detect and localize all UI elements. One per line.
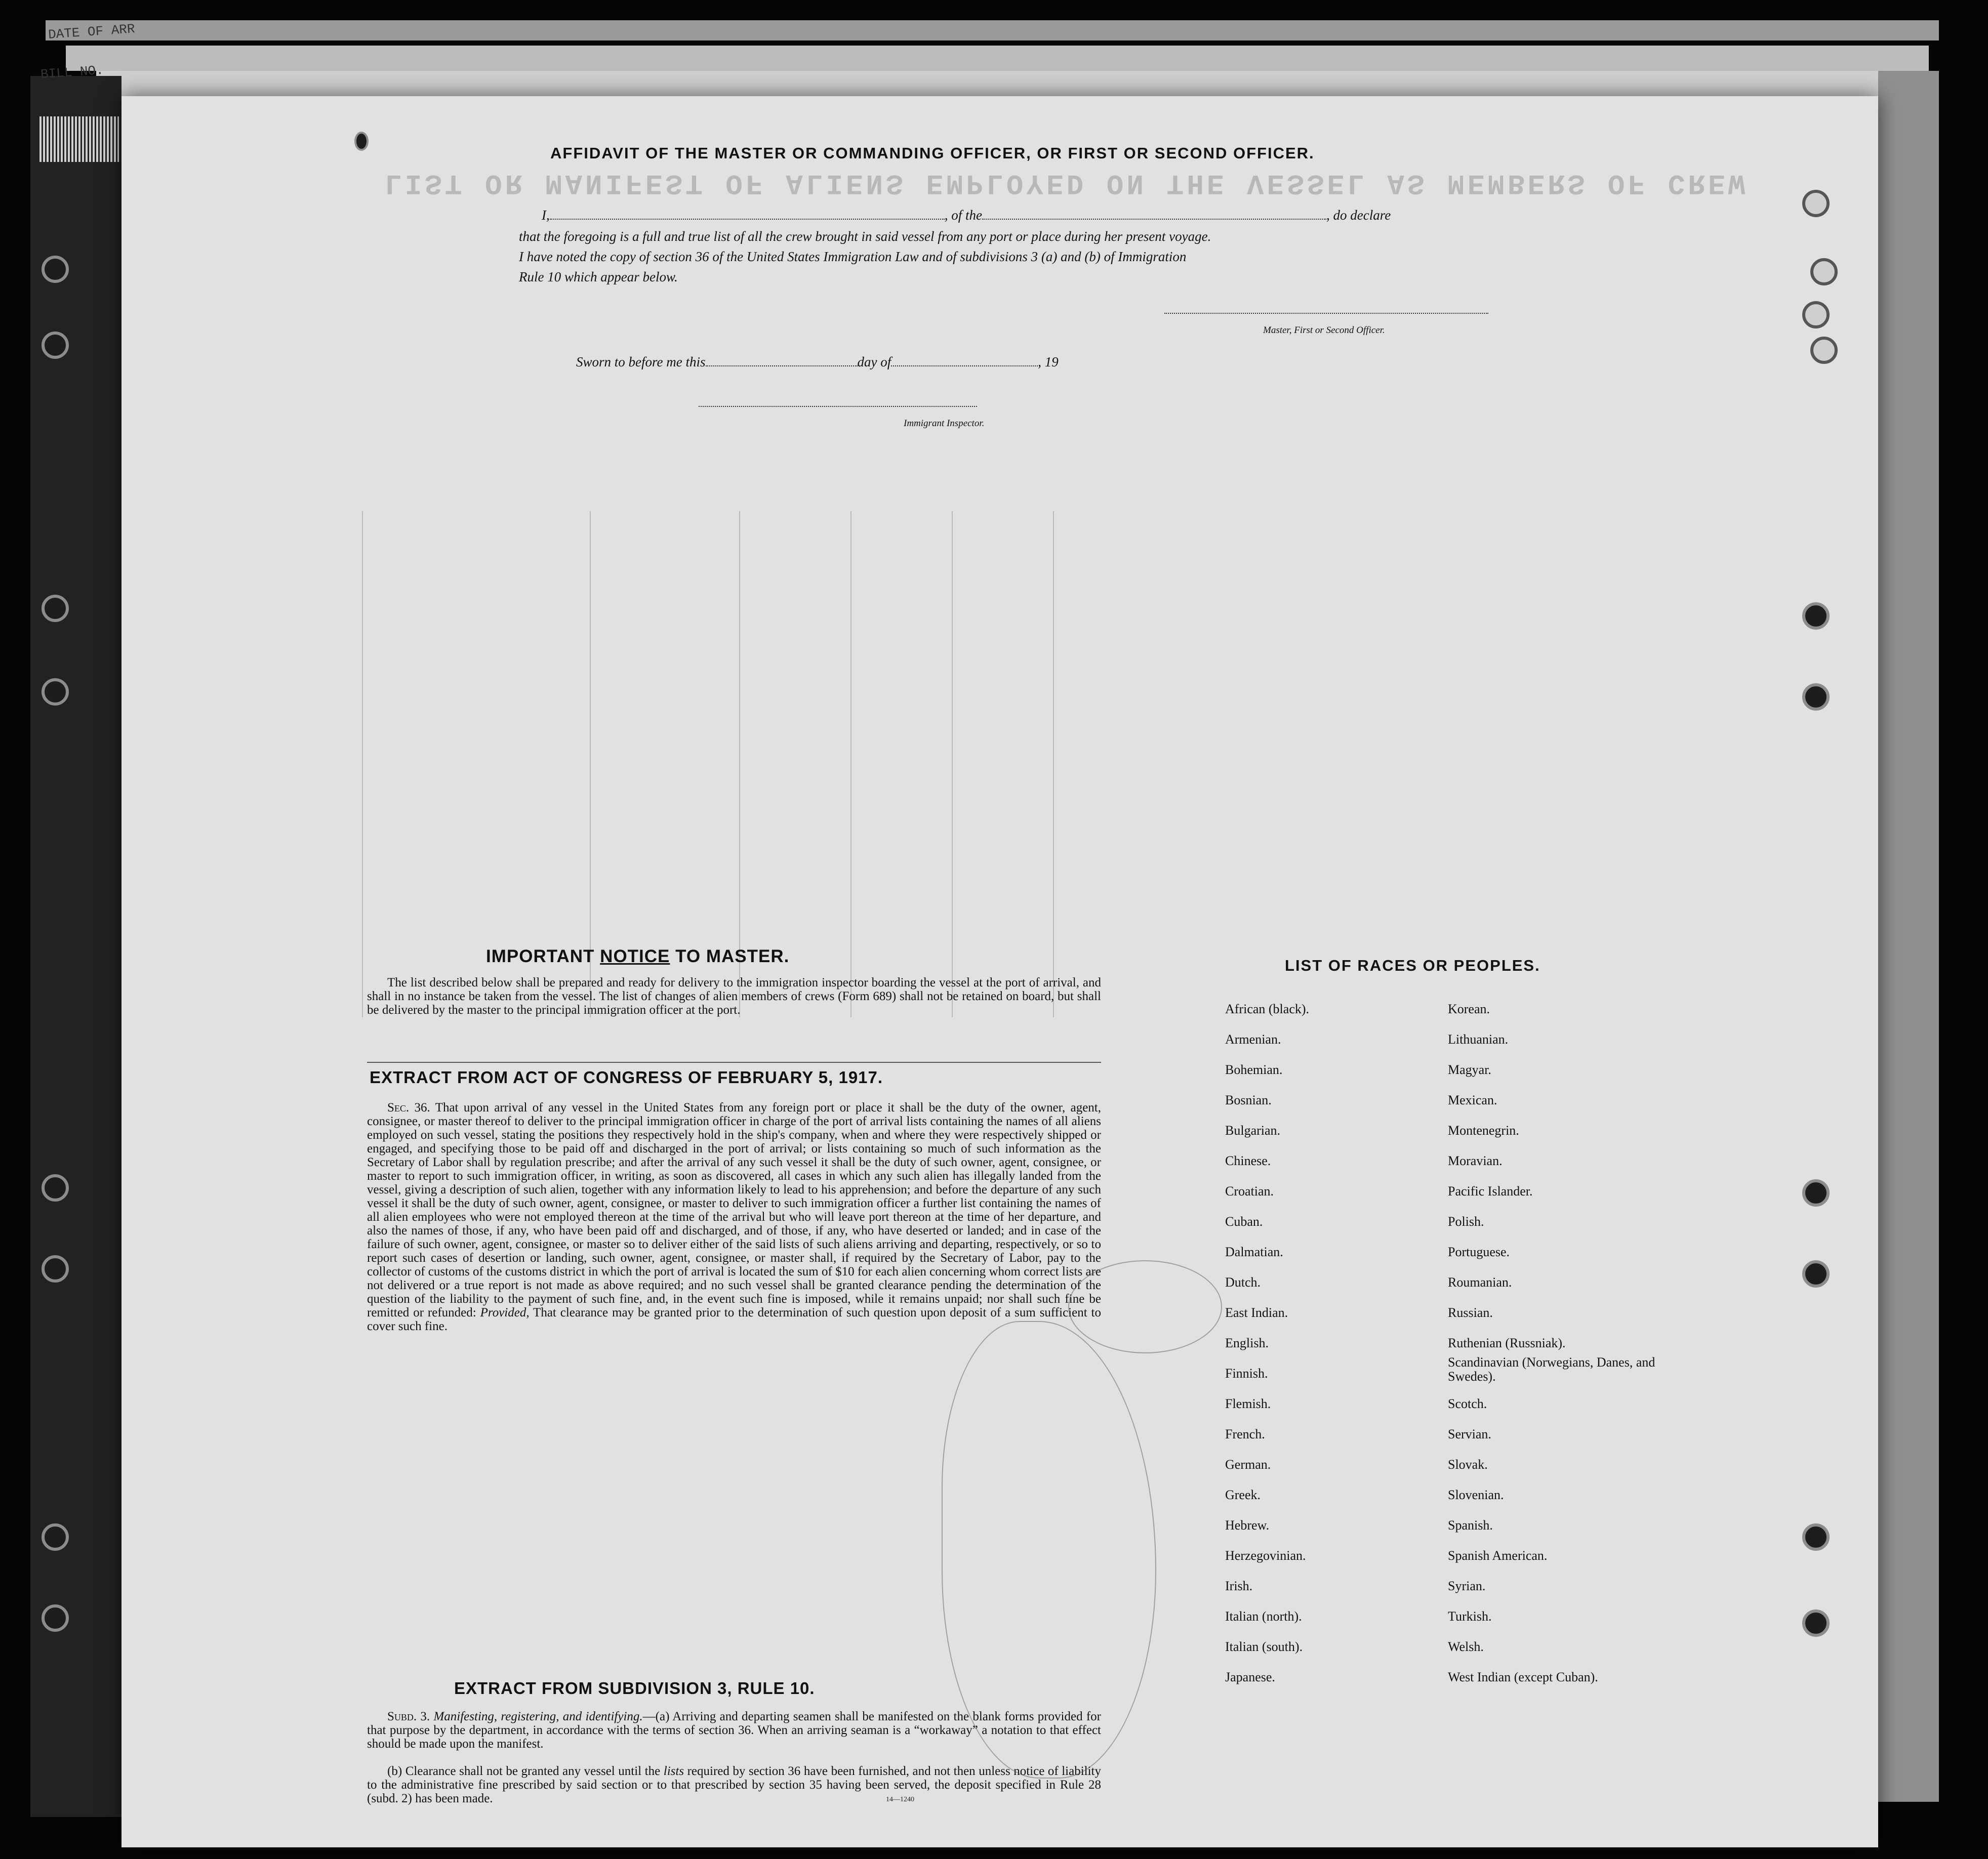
day-of-text: day of	[857, 354, 891, 369]
race-item: Korean.	[1448, 1002, 1490, 1016]
form-number: 14—1240	[886, 1796, 914, 1803]
pencil-scribble	[1068, 1260, 1222, 1353]
act-extract-body: Sec. 36. That upon arrival of any vessel in the United States from any foreign port or place it shall be the duty of the owner, agent, consignee, or master thereof to deliver to the principal immigration officer in charge of the port of arrival lists containing the names of all aliens employed on such vessel, stating the positions they respectively hold in the ship's company, when and where they were respectively shipped or engaged, and specifying those to be paid off and discharged in the port of arrival; or lists containing so much of such information as the Secretary of Labor shall by regulation prescribe; and after the arrival of any such vessel it shall be the duty of such owner, agent, consignee, or master to report to such immigration officer, in writing, as soon as discovered, all cases in which any such alien has illegally landed from the vessel, giving a description of such alien, together with any information likely to lead to his apprehension; and before the departure of any such vessel it shall be the duty of such owner, agent, consignee, or master to deliver to such immigration officer a further list containing the names of all alien employees who were not employed thereon at the time of the arrival but who will leave port thereon at the time of her departure, and also the names of those, if any, who have been paid off and discharged, and of those, if any, who have deserted or landed; and in case of the failure of such owner, agent, consignee, or master so to deliver either of the said lists of such aliens arriving and departing, respectively, or so to report such cases of desertion or landing, such owner, agent, consignee, or master shall, if required by the Secretary of Labor, pay to the collector of customs of the customs district in which the port of arrival is located the sum of $10 for each alien concerning whom correct lists are not delivered or a true report is not made as above required; and no such vessel shall be granted clearance pending the determination of the question of the liability to the payment of such fine, and, in the event such fine is imposed, while it remains unpaid; nor shall such fine be remitted or refunded: Provided, That clearance may be granted prior to the determination of such question upon deposit of a sum sufficient to cover such fine.	[367, 1101, 1101, 1333]
races-title: LIST OF RACES OR PEOPLES.	[1285, 957, 1540, 974]
sworn-month-field[interactable]	[891, 365, 1038, 366]
bleed-through-heading: LIST OR MANIFEST OF ALIENS EMPLOYED ON THE VESSEL AS MEMBERS OF CREW	[385, 167, 1749, 199]
master-signature-label: Master, First or Second Officer.	[1263, 325, 1385, 336]
race-item: Bohemian.	[1225, 1062, 1283, 1077]
inspector-signature-label: Immigrant Inspector.	[904, 418, 985, 429]
race-item: Italian (north).	[1225, 1609, 1302, 1624]
race-item: Welsh.	[1448, 1639, 1484, 1654]
binder-hole	[42, 1604, 69, 1632]
binder-hole	[1802, 1523, 1830, 1551]
affidavit-line-4: Rule 10 which appear below.	[519, 269, 678, 284]
binder-hole	[42, 1255, 69, 1283]
binder-hole	[1802, 683, 1830, 711]
notice-title: IMPORTANT NOTICE TO MASTER.	[486, 946, 790, 966]
race-item: Chinese.	[1225, 1153, 1271, 1168]
race-item: Japanese.	[1225, 1670, 1275, 1684]
binder-hole	[42, 1523, 69, 1551]
race-item: French.	[1225, 1427, 1265, 1441]
stamp-date-of-arrival: DATE OF ARR	[48, 21, 136, 43]
affidavit-title: AFFIDAVIT OF THE MASTER OR COMMANDING OFFICER, OR FIRST OR SECOND OFFICER.	[550, 144, 1315, 162]
race-item: West Indian (except Cuban).	[1448, 1670, 1598, 1684]
race-item: Flemish.	[1225, 1396, 1271, 1411]
affidavit-of-the: , of the	[944, 208, 982, 223]
notice-rule	[367, 1062, 1101, 1063]
binder-hole	[1810, 337, 1838, 364]
race-item: Bulgarian.	[1225, 1123, 1281, 1138]
race-item: Bosnian.	[1225, 1093, 1272, 1107]
race-item: Armenian.	[1225, 1032, 1281, 1047]
race-item: Lithuanian.	[1448, 1032, 1509, 1047]
pencil-scribble	[942, 1321, 1156, 1779]
race-item: Syrian.	[1448, 1579, 1486, 1593]
binder-hole	[1802, 301, 1830, 328]
binder-hole	[1802, 1609, 1830, 1637]
affidavit-line-1	[542, 208, 1391, 223]
rule-extract-title: EXTRACT FROM SUBDIVISION 3, RULE 10.	[454, 1679, 815, 1698]
race-item: Dalmatian.	[1225, 1245, 1283, 1259]
stamp-bill-no: BILL NO.	[40, 62, 104, 82]
race-item: Scotch.	[1448, 1396, 1487, 1411]
race-item: Slovenian.	[1448, 1488, 1504, 1502]
binder-hole	[42, 1174, 69, 1202]
race-item: Scandinavian (Norwegians, Danes, and Swedes).	[1448, 1355, 1655, 1384]
notice-body: The list described below shall be prepared and ready for delivery to the immigration inspector boarding the vessel at the port of arrival, and shall in no instance be taken from the vessel. The list of changes of alien members of crews (Form 689) shall not be retained on board, but shall be delivered by the master to the principal immigration officer at the port.	[367, 976, 1101, 1017]
binder-hole	[1802, 1179, 1830, 1207]
vessel-name-field[interactable]	[982, 219, 1326, 220]
rule-extract-body-a: Subd. 3. Manifesting, registering, and identifying.—(a) Arriving and departing seamen shall be manifested on the blank forms provided for that purpose by the department, in accordance with the terms of section 36. When an arriving seaman is a “workaway” a notation to that effect should be made upon the manifest.	[367, 1710, 1101, 1751]
binder-hole	[1802, 1260, 1830, 1288]
binder-hole	[354, 132, 369, 151]
affidavit-i: I,	[542, 208, 550, 223]
race-item: African (black).	[1225, 1002, 1310, 1016]
inspector-signature-line[interactable]	[699, 406, 977, 407]
page-edge-middle	[66, 46, 1929, 71]
race-item: Magyar.	[1448, 1062, 1491, 1077]
race-item: Mexican.	[1448, 1093, 1497, 1107]
race-item: Pacific Islander.	[1448, 1184, 1533, 1199]
page-edge-back	[46, 20, 1939, 40]
race-item: Irish.	[1225, 1579, 1253, 1593]
race-item: Croatian.	[1225, 1184, 1274, 1199]
race-item: Russian.	[1448, 1305, 1493, 1320]
race-item: English.	[1225, 1336, 1269, 1350]
affidavit-line-2: that the foregoing is a full and true list of all the crew brought in said vessel from any port or place during her present voyage.	[519, 229, 1211, 244]
race-item: Cuban.	[1225, 1214, 1263, 1229]
race-item: Spanish American.	[1448, 1548, 1548, 1563]
race-item: Finnish.	[1225, 1366, 1268, 1381]
officer-name-field[interactable]	[550, 219, 945, 220]
rule-extract-body-b: (b) Clearance shall not be granted any vessel until the lists required by section 36 have been furnished, and not then unless notice of liability to the administrative fine prescribed by said section or to that prescribed by section 35 having been served, the deposit specified in Rule 28 (subd. 2) has been made.	[367, 1764, 1101, 1805]
binder-hole	[1802, 190, 1830, 217]
binder-hole	[42, 595, 69, 622]
binder-hole	[1802, 602, 1830, 630]
bleed-through-rules	[354, 511, 1205, 1017]
binder-hole	[42, 678, 69, 706]
manifest-page	[121, 96, 1878, 1847]
affidavit-line-3: I have noted the copy of section 36 of the United States Immigration Law and of subdivisions 3 (a) and (b) of Immigration	[519, 249, 1187, 264]
race-item: Moravian.	[1448, 1153, 1503, 1168]
race-item: East Indian.	[1225, 1305, 1288, 1320]
race-item: Spanish.	[1448, 1518, 1493, 1533]
binder-hole	[42, 332, 69, 359]
binder-hole	[1810, 258, 1838, 285]
race-item: Hebrew.	[1225, 1518, 1270, 1533]
race-item: German.	[1225, 1457, 1271, 1472]
race-item: Montenegrin.	[1448, 1123, 1519, 1138]
race-item: Polish.	[1448, 1214, 1484, 1229]
race-item: Portuguese.	[1448, 1245, 1510, 1259]
race-item: Greek.	[1225, 1488, 1261, 1502]
race-item: Herzegovinian.	[1225, 1548, 1306, 1563]
year-prefix: , 19	[1038, 354, 1059, 369]
race-item: Italian (south).	[1225, 1639, 1303, 1654]
act-extract-title: EXTRACT FROM ACT OF CONGRESS OF FEBRUARY 5, 1917.	[370, 1068, 883, 1087]
page-edge-front	[96, 71, 1929, 99]
race-item: Servian.	[1448, 1427, 1491, 1441]
race-item: Slovak.	[1448, 1457, 1488, 1472]
master-signature-line[interactable]	[1164, 313, 1488, 314]
binder-hole	[42, 256, 69, 283]
sworn-line	[576, 354, 1059, 370]
race-item: Turkish.	[1448, 1609, 1492, 1624]
sworn-text: Sworn to before me this	[576, 354, 706, 369]
page-edge-right	[1878, 71, 1939, 1802]
sworn-day-field[interactable]	[706, 365, 858, 366]
race-item: Ruthenian (Russniak).	[1448, 1336, 1566, 1350]
stamp-hatching	[38, 116, 119, 162]
race-item: Roumanian.	[1448, 1275, 1512, 1290]
affidavit-declare: , do declare	[1326, 208, 1391, 223]
race-item: Dutch.	[1225, 1275, 1261, 1290]
